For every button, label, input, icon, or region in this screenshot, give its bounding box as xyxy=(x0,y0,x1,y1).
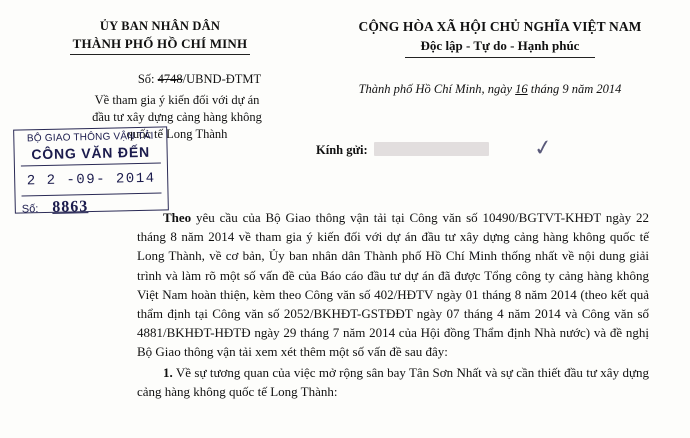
document-number-value: 4748 xyxy=(157,72,183,86)
place-date-suffix: tháng 9 năm 2014 xyxy=(527,82,622,96)
redacted-recipient xyxy=(374,142,489,156)
place-date-prefix: Thành phố Hồ Chí Minh, ngày xyxy=(358,82,516,96)
authority-line-2: THÀNH PHỐ HỒ CHÍ MINH xyxy=(72,36,248,51)
subject-line-2: đầu tư xây dựng cảng hàng không xyxy=(92,110,262,124)
motto-underline xyxy=(405,57,595,58)
stamp-title: CÔNG VĂN ĐẾN xyxy=(31,143,151,163)
document-number-prefix: Số: xyxy=(137,72,158,86)
national-heading xyxy=(310,18,690,58)
document-header xyxy=(0,18,690,58)
document-number xyxy=(92,72,307,87)
recipient-line xyxy=(316,142,489,158)
body-paragraph-2-text: Về sự tương quan của việc mở rộng sân bay Tân Sơn Nhất và sự cần thiết đầu tư xây dựng cảng hàng không quốc tế Long Thành: xyxy=(137,364,649,399)
body-paragraph-2 xyxy=(137,363,649,401)
document-number-suffix: /UBND-ĐTMT xyxy=(182,72,262,86)
nation-name: CỘNG HÒA XÃ HỘI CHỦ NGHĨA VIỆT NAM xyxy=(358,19,642,34)
stamp-ministry: BỘ GIAO THÔNG VẬN TẢI xyxy=(26,130,154,145)
subject-line-3: quốc tế Long Thành xyxy=(126,127,228,141)
stamp-number-label: Số: xyxy=(21,203,39,216)
nation-motto: Độc lập - Tự do - Hạnh phúc xyxy=(420,38,580,53)
stamp-number-value: 8863 xyxy=(52,198,89,217)
recipient-label: Kính gửi: xyxy=(316,143,368,157)
stamp-date: 2 2 -09- 2014 xyxy=(26,170,156,190)
stamp-divider-2 xyxy=(22,193,162,197)
place-date-day: 16 xyxy=(515,82,528,96)
subject-line-1: Về tham gia ý kiến đối với dự án xyxy=(94,93,260,107)
body-paragraph-1-text: yêu cầu của Bộ Giao thông vận tải tại Công văn số 10490/BGTVT-KHĐT ngày 22 tháng 8 năm 2014 về tham gia ý kiến đối với dự án đầu tư xây dựng cảng hàng không quốc tế Long Thành, về cơ bản, Ủy ban nhân dân Thành phố Hồ Chí Minh thống nhất về nội dung giải trình và làm rõ một số vấn đề của Báo cáo đầu tư dự án đã được Tổng công ty cảng hàng không Việt Nam hoàn thiện, kèm theo Công văn số 402/HĐTV ngày 01 tháng 8 năm 2014 (theo kết quả thẩm định tại Công văn số 2052/BKHĐT-GSTĐĐT ngày 07 tháng 4 năm 2014 và Công văn số 4881/BKHĐT-HĐTĐ ngày 29 tháng 7 năm 2014 của Hội đồng Thẩm định Nhà nước) và đề nghị Bộ Giao thông vận tải xem xét thêm một số vấn đề sau đây: xyxy=(137,210,649,360)
check-mark-icon: ✓ xyxy=(532,134,555,163)
body-paragraph-1-lead: Theo xyxy=(163,210,192,225)
document-body xyxy=(137,208,649,402)
issuing-authority xyxy=(0,18,310,58)
authority-underline xyxy=(70,54,250,55)
incoming-document-stamp xyxy=(13,126,169,217)
stamp-divider-1 xyxy=(21,163,161,167)
body-paragraph-2-number: 1. xyxy=(163,364,173,380)
authority-line-1: ỦY BAN NHÂN DÂN xyxy=(99,19,221,33)
place-and-date xyxy=(300,82,680,97)
body-paragraph-1 xyxy=(137,208,649,362)
